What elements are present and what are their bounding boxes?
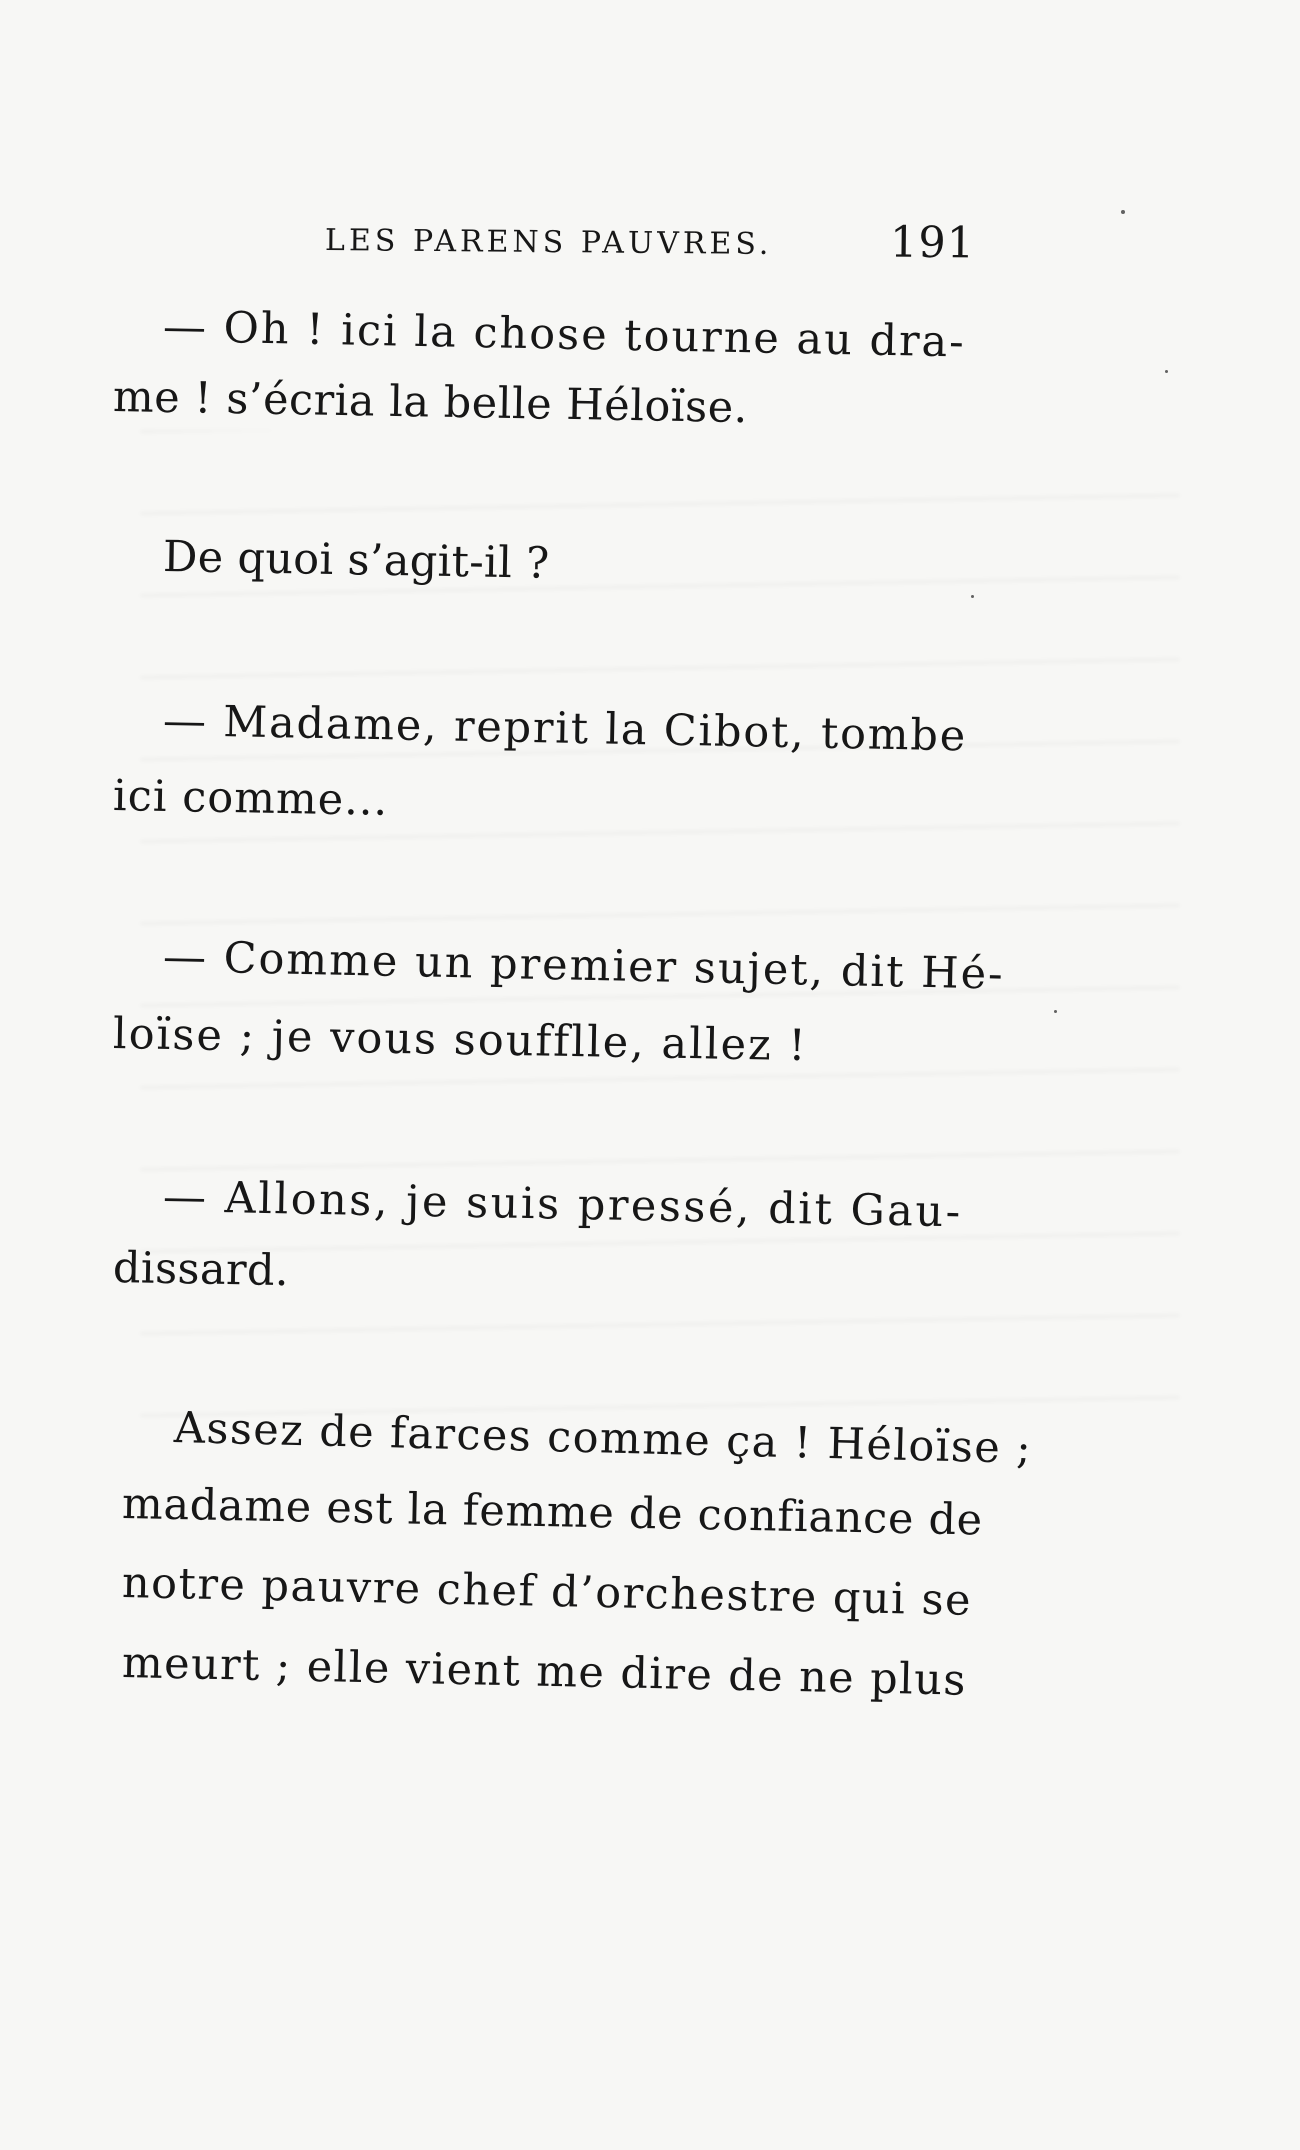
dust-speck [1121,210,1125,214]
text-line-7: loïse ; je vous soufflle, allez ! [112,1009,809,1072]
text-line-10: Assez de farces comme ça ! Héloïse ; [173,1403,1033,1474]
dust-speck [1165,370,1168,373]
text-line-11: madame est la femme de confiance de [121,1479,984,1546]
text-line-8: — Allons, je suis pressé, dit Gau- [162,1172,964,1238]
text-line-9: dissard. [112,1243,290,1297]
text-line-1: — Oh ! ici la chose tourne au dra- [162,302,967,368]
text-line-13: meurt ; elle vient me dire de ne plus [121,1638,968,1706]
text-line-6: — Comme un premier sujet, dit Hé- [162,932,1006,1000]
page-number: 191 [889,217,976,269]
text-line-2: me ! s’écria la belle Héloïse. [112,372,749,434]
running-head: LES PARENS PAUVRES. [324,223,773,262]
dust-speck [1054,1010,1057,1013]
text-line-5: ici comme... [112,771,389,826]
text-line-3: De quoi s’agit-il ? [162,532,550,589]
text-line-4: — Madame, reprit la Cibot, tombe [162,696,968,762]
dust-speck [971,595,974,598]
text-line-12: notre pauvre chef d’orchestre qui se [121,1558,973,1626]
